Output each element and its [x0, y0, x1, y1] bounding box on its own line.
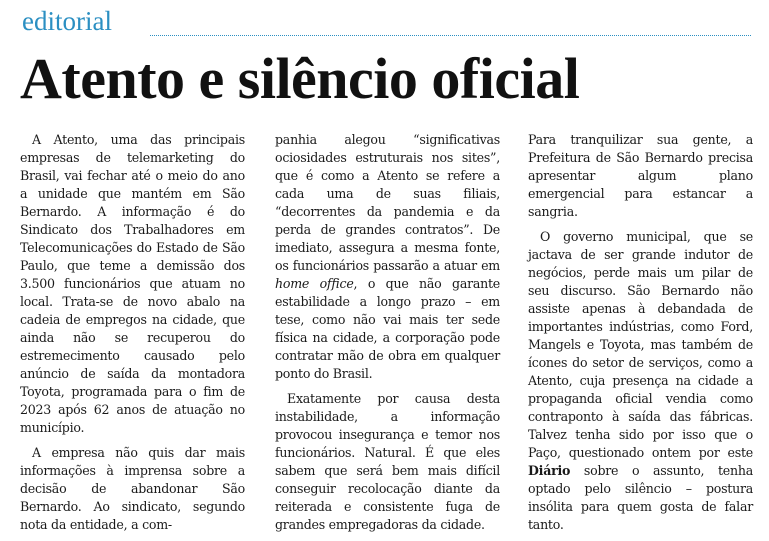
newspaper-name: Diário	[528, 463, 571, 478]
paragraph-text: sobre o assunto, tenha optado pelo silêncio – postura insólita para quem gosta de falar tanto.	[528, 463, 753, 532]
paragraph: A empresa não quis dar mais informações à imprensa sobre a decisão de abandonar São Bernardo. Ao sindicato, segundo nota da entidade, a com-	[20, 445, 245, 532]
paragraph-text: , o que não garante estabilidade a longo prazo – em tese, como não vai mais ter sede física na cidade, a corporação pode contratar mão de obra em qualquer ponto do Brasil.	[275, 276, 500, 381]
paragraph: Para tranquilizar sua gente, a Prefeitura de São Bernardo precisa apresentar algum plano emergencial para estancar a sangria.	[528, 132, 753, 219]
section-label: editorial	[22, 6, 112, 36]
paragraph	[528, 228, 753, 534]
paragraph	[275, 131, 500, 383]
article-column-3	[528, 131, 753, 541]
paragraph: Exatamente por causa desta instabilidade, a informação provocou insegurança e temor nos funcionários. Natural. É que eles sabem que será bem mais difícil conseguir recolocação diante da reiterada e consistente fuga de grandes empregadoras da cidade.	[275, 391, 500, 532]
italic-term: home office	[275, 276, 354, 291]
headline: Atento e silêncio oficial	[20, 46, 580, 111]
article-column-1	[20, 131, 245, 541]
paragraph-text: panhia alegou “significativas ociosidades estruturais nos sites”, que é como a Atento se refere a cada uma de suas filiais, “decorrentes da pandemia e da perda de grandes contratos”. De imediato, assegura a mesma fonte, os funcionários passarão a atuar em	[275, 132, 500, 273]
paragraph-text: O governo municipal, que se jactava de ser grande indutor de negócios, perde mais um pilar de seu discurso. São Bernardo não assiste apenas à debandada de importantes indústrias, como Ford, Mangels e Toyota, mas também de ícones do setor de serviços, como a Atento, cuja presença na cidade a propaganda oficial vendia como contraponto à saída das fábricas. Talvez tenha sido por isso que o Paço, questionado ontem por este	[528, 229, 753, 460]
section-divider	[150, 35, 751, 36]
article-column-2	[275, 131, 500, 541]
paragraph: A Atento, uma das principais empresas de telemarketing do Brasil, vai fechar até o meio do ano a unidade que mantém em São Bernardo. A informação é do Sindicato dos Trabalhadores em Telecomunicações do Estado de São Paulo, que teme a demissão dos 3.500 funcionários que atuam no local. Trata-se de novo abalo na cadeia de empregos na cidade, que ainda não se recuperou do estremecimento causado pelo anúncio de saída da montadora Toyota, programada para o fim de 2023 após 62 anos de atuação no município.	[20, 132, 245, 435]
